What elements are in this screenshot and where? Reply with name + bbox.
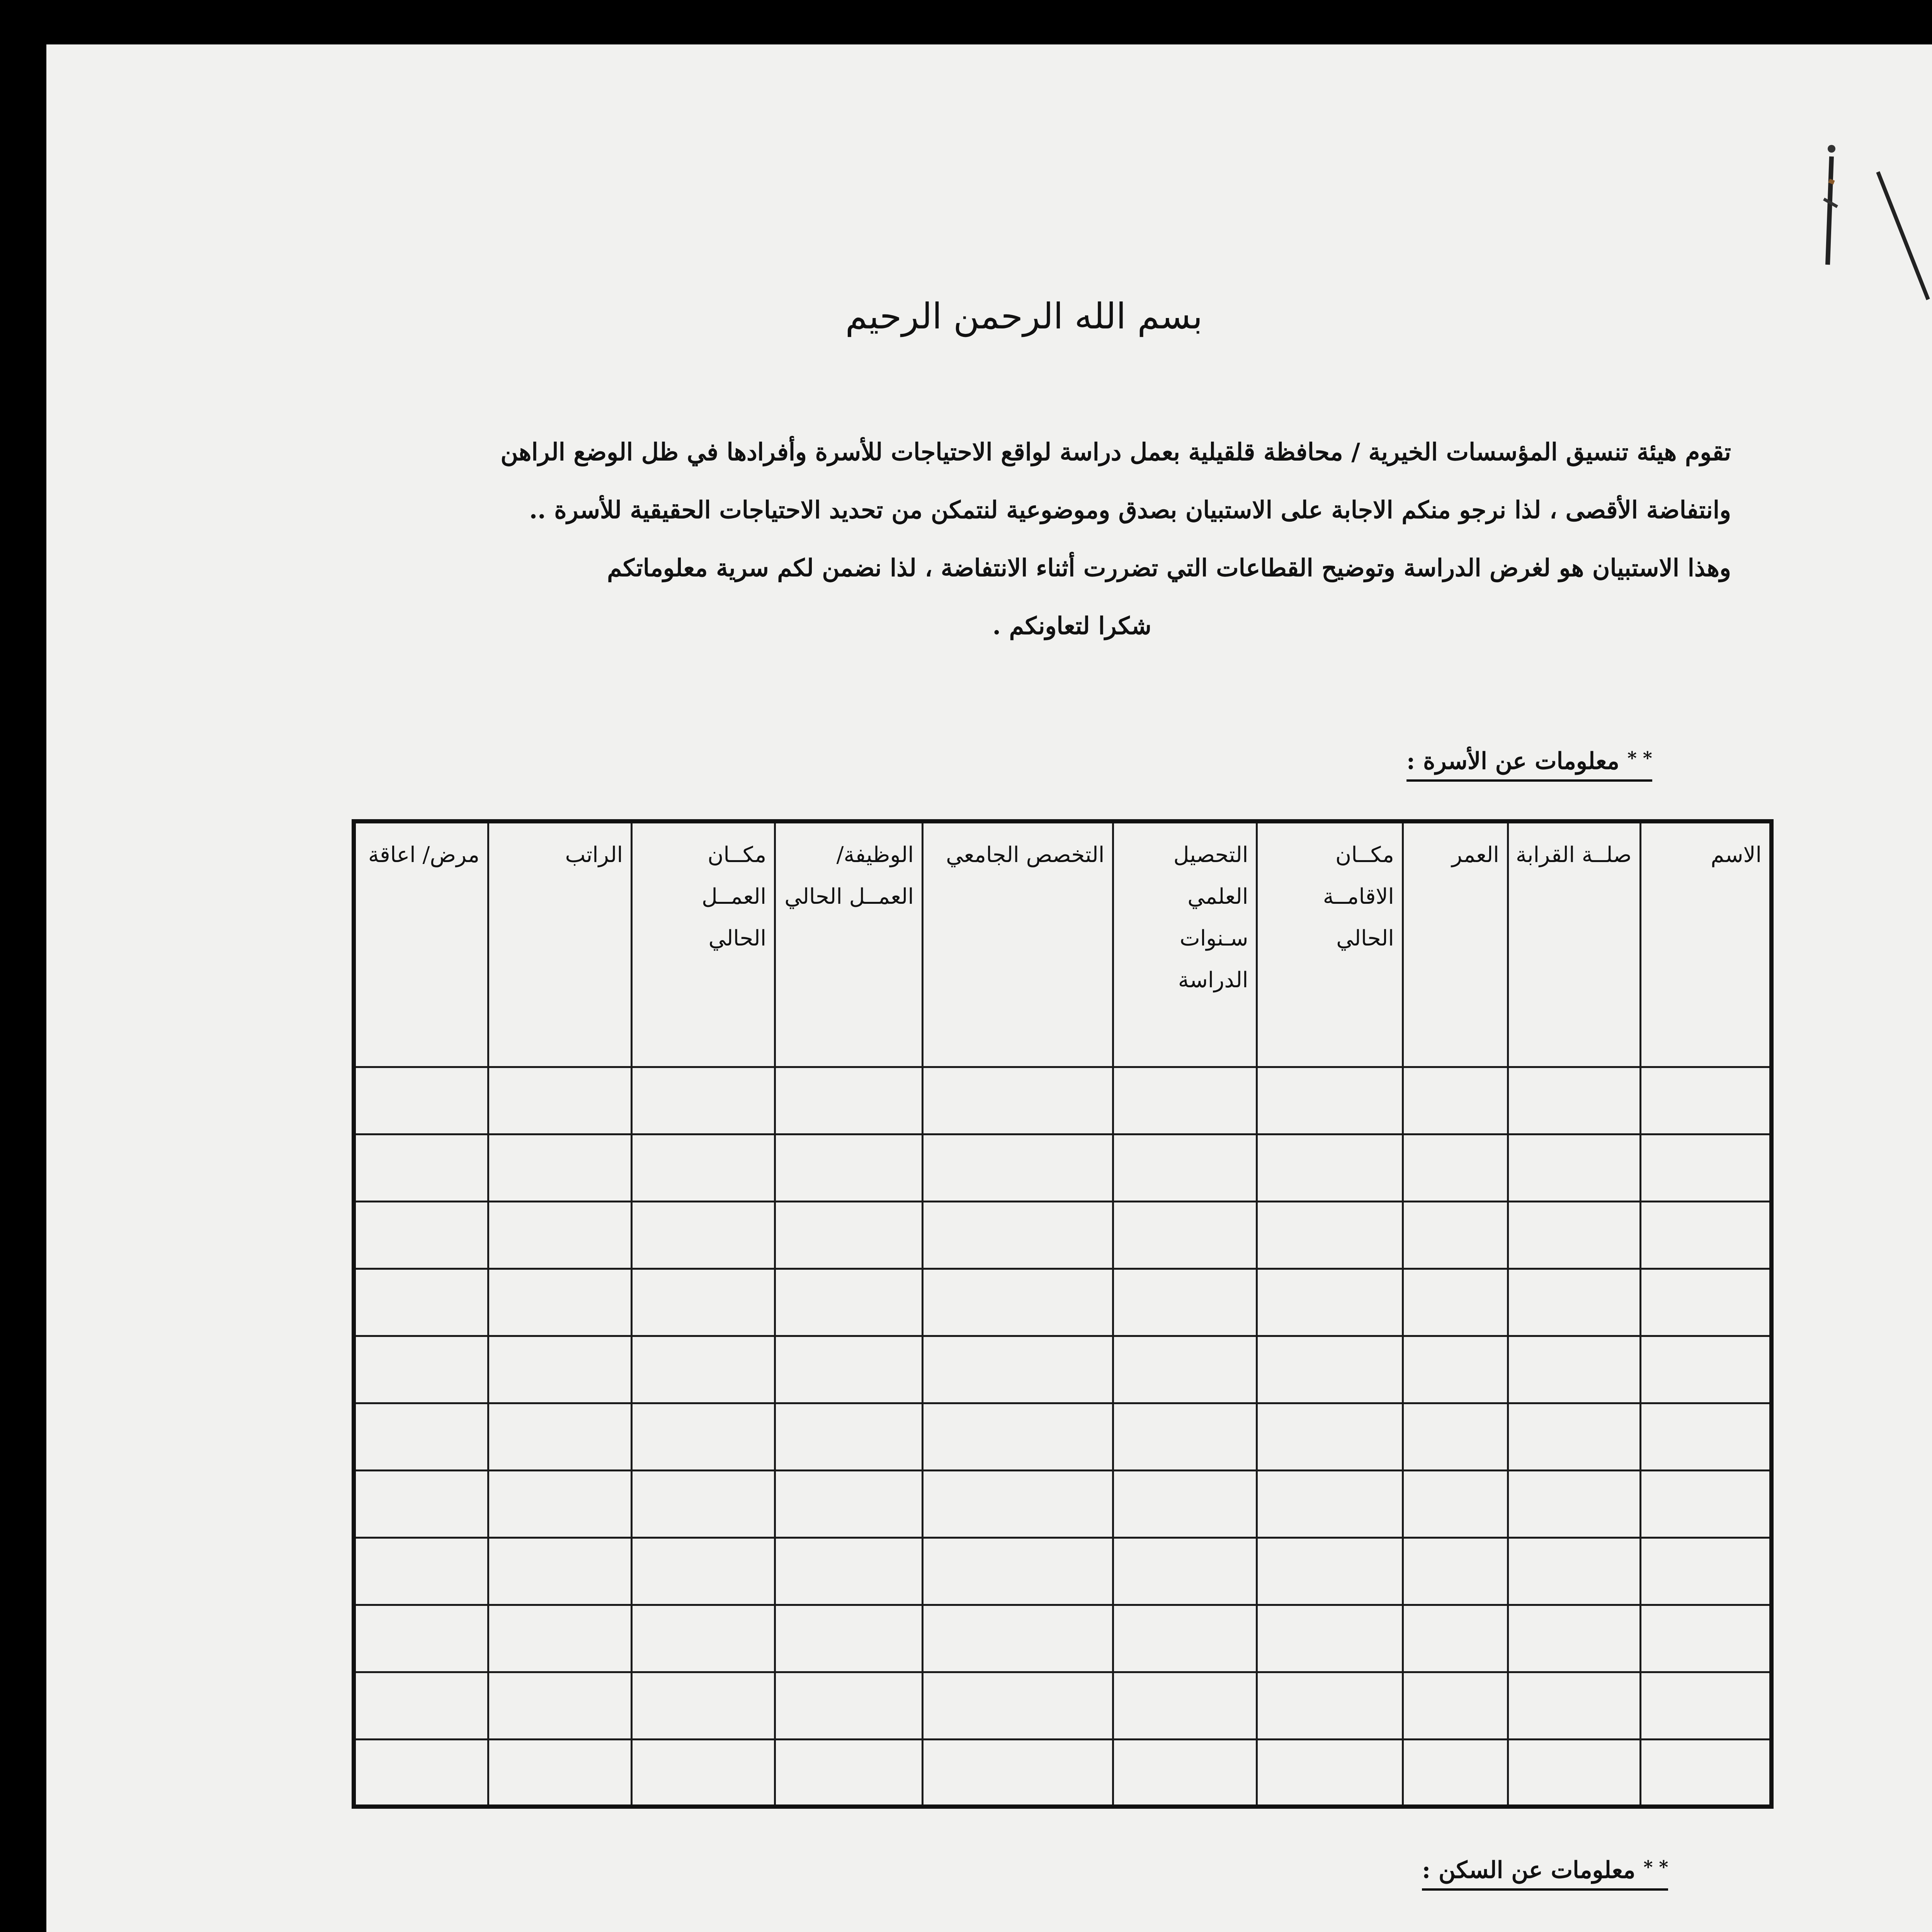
column-header-major: التخصص الجامعي: [922, 821, 1113, 1067]
table-cell[interactable]: [1640, 1672, 1771, 1740]
table-cell[interactable]: [922, 1269, 1113, 1336]
family-info-table: [352, 819, 1774, 1809]
table-cell[interactable]: [632, 1269, 775, 1336]
table-cell[interactable]: [354, 1605, 488, 1672]
table-row: [354, 1202, 1772, 1269]
table-cell[interactable]: [632, 1134, 775, 1202]
table-cell[interactable]: [632, 1740, 775, 1807]
table-cell[interactable]: [922, 1134, 1113, 1202]
table-cell[interactable]: [354, 1471, 488, 1538]
table-cell[interactable]: [1257, 1538, 1403, 1605]
table-cell[interactable]: [775, 1134, 923, 1202]
table-cell[interactable]: [488, 1202, 632, 1269]
table-cell[interactable]: [1257, 1740, 1403, 1807]
table-cell[interactable]: [1403, 1740, 1508, 1807]
table-cell[interactable]: [775, 1538, 923, 1605]
table-cell[interactable]: [1403, 1269, 1508, 1336]
table-row: [354, 1134, 1772, 1202]
family-table-body: [354, 1067, 1772, 1807]
intro-line: تقوم هيئة تنسيق المؤسسات الخيرية / محافظة قلقيلية بعمل دراسة لواقع الاحتياجات للأسرة وأفرادها في ظل الوضع الراهن: [500, 438, 1731, 466]
table-header-row: [354, 821, 1772, 1067]
table-cell[interactable]: [1257, 1336, 1403, 1403]
table-cell[interactable]: [775, 1672, 923, 1740]
table-cell[interactable]: [354, 1672, 488, 1740]
table-cell[interactable]: [1257, 1672, 1403, 1740]
housing-section-title: [1422, 1857, 1668, 1891]
column-header-residence: مكــان الاقامــة الحالي: [1257, 821, 1403, 1067]
table-cell[interactable]: [488, 1336, 632, 1403]
table-cell[interactable]: [1508, 1672, 1640, 1740]
table-cell[interactable]: [632, 1605, 775, 1672]
table-cell[interactable]: [922, 1740, 1113, 1807]
table-cell[interactable]: [922, 1605, 1113, 1672]
table-cell[interactable]: [1508, 1538, 1640, 1605]
table-cell[interactable]: [922, 1672, 1113, 1740]
table-cell[interactable]: [488, 1269, 632, 1336]
column-header-education: التحصيل العلمي سـنوات الدراسة: [1113, 821, 1257, 1067]
table-row: [354, 1403, 1772, 1471]
table-cell[interactable]: [488, 1538, 632, 1605]
table-cell[interactable]: [1403, 1605, 1508, 1672]
table-cell[interactable]: [1113, 1067, 1257, 1134]
table-cell[interactable]: [488, 1740, 632, 1807]
table-cell[interactable]: [1640, 1538, 1771, 1605]
table-cell[interactable]: [1403, 1538, 1508, 1605]
table-cell[interactable]: [1403, 1134, 1508, 1202]
table-cell[interactable]: [1508, 1202, 1640, 1269]
intro-line: وهذا الاستبيان هو لغرض الدراسة وتوضيح القطاعات التي تضررت أثناء الانتفاضة ، لذا نضمن لكم سرية معلوماتكم: [607, 554, 1731, 582]
table-cell[interactable]: [632, 1202, 775, 1269]
table-cell[interactable]: [1403, 1672, 1508, 1740]
table-cell[interactable]: [922, 1067, 1113, 1134]
table-cell[interactable]: [354, 1202, 488, 1269]
table-cell[interactable]: [632, 1672, 775, 1740]
table-cell[interactable]: [1113, 1336, 1257, 1403]
table-cell[interactable]: [922, 1202, 1113, 1269]
housing-section-label: معلومات عن السكن :: [1422, 1857, 1636, 1884]
table-cell[interactable]: [1113, 1605, 1257, 1672]
column-header-name: الاسم: [1640, 821, 1771, 1067]
table-cell[interactable]: [1508, 1403, 1640, 1471]
table-cell[interactable]: [354, 1538, 488, 1605]
table-cell[interactable]: [1257, 1605, 1403, 1672]
table-cell[interactable]: [632, 1538, 775, 1605]
table-cell[interactable]: [1640, 1269, 1771, 1336]
table-cell[interactable]: [488, 1403, 632, 1471]
table-cell[interactable]: [1508, 1336, 1640, 1403]
table-cell[interactable]: [1640, 1202, 1771, 1269]
table-cell[interactable]: [1508, 1471, 1640, 1538]
table-cell[interactable]: [1257, 1067, 1403, 1134]
table-cell[interactable]: [632, 1471, 775, 1538]
table-cell[interactable]: [775, 1202, 923, 1269]
table-cell[interactable]: [488, 1134, 632, 1202]
table-cell[interactable]: [1403, 1336, 1508, 1403]
table-cell[interactable]: [354, 1269, 488, 1336]
table-cell[interactable]: [632, 1336, 775, 1403]
table-cell[interactable]: [775, 1269, 923, 1336]
table-row: [354, 1471, 1772, 1538]
table-cell[interactable]: [775, 1067, 923, 1134]
table-cell[interactable]: [1113, 1672, 1257, 1740]
table-cell[interactable]: [1508, 1740, 1640, 1807]
table-cell[interactable]: [1403, 1403, 1508, 1471]
table-cell[interactable]: [354, 1067, 488, 1134]
handwritten-corner-mark: [1801, 126, 1932, 342]
table-row: [354, 1605, 1772, 1672]
column-header-age: العمر: [1403, 821, 1508, 1067]
table-row: [354, 1538, 1772, 1605]
table-cell[interactable]: [1640, 1403, 1771, 1471]
family-section-title: [1406, 748, 1652, 782]
table-cell[interactable]: [1508, 1269, 1640, 1336]
table-cell[interactable]: [632, 1403, 775, 1471]
family-section-label: معلومات عن الأسرة :: [1406, 748, 1619, 775]
table-cell[interactable]: [775, 1605, 923, 1672]
table-cell[interactable]: [1257, 1202, 1403, 1269]
table-cell[interactable]: [1113, 1269, 1257, 1336]
table-cell[interactable]: [354, 1134, 488, 1202]
table-cell[interactable]: [632, 1067, 775, 1134]
table-cell[interactable]: [1403, 1202, 1508, 1269]
column-header-workplace: مكــان العمــل الحالي: [632, 821, 775, 1067]
table-cell[interactable]: [488, 1605, 632, 1672]
table-cell[interactable]: [1403, 1471, 1508, 1538]
table-cell[interactable]: [1257, 1269, 1403, 1336]
table-cell[interactable]: [354, 1403, 488, 1471]
section-marker: * *: [1643, 1857, 1668, 1878]
table-row: [354, 1067, 1772, 1134]
table-cell[interactable]: [488, 1672, 632, 1740]
column-header-salary: الراتب: [488, 821, 632, 1067]
table-cell[interactable]: [1640, 1134, 1771, 1202]
table-cell[interactable]: [922, 1538, 1113, 1605]
table-cell[interactable]: [1640, 1605, 1771, 1672]
table-cell[interactable]: [775, 1740, 923, 1807]
table-cell[interactable]: [1508, 1605, 1640, 1672]
table-row: [354, 1740, 1772, 1807]
table-cell[interactable]: [1113, 1471, 1257, 1538]
section-marker: * *: [1627, 748, 1652, 769]
table-cell[interactable]: [1113, 1538, 1257, 1605]
table-cell[interactable]: [922, 1336, 1113, 1403]
intro-paragraph: [317, 423, 1731, 655]
table-cell[interactable]: [354, 1740, 488, 1807]
table-cell[interactable]: [1508, 1067, 1640, 1134]
table-row: [354, 1336, 1772, 1403]
column-header-relation: صلــة القرابة: [1508, 821, 1640, 1067]
table-cell[interactable]: [775, 1336, 923, 1403]
table-cell[interactable]: [1640, 1471, 1771, 1538]
table-cell[interactable]: [1640, 1067, 1771, 1134]
table-cell[interactable]: [488, 1471, 632, 1538]
table-cell[interactable]: [1257, 1134, 1403, 1202]
table-cell[interactable]: [1113, 1740, 1257, 1807]
table-cell[interactable]: [488, 1067, 632, 1134]
table-cell[interactable]: [922, 1403, 1113, 1471]
table-cell[interactable]: [922, 1471, 1113, 1538]
column-header-disability: مرض/ اعاقة: [354, 821, 488, 1067]
basmala-heading: بسم الله الرحمن الرحيم: [845, 296, 1203, 337]
intro-line: وانتفاضة الأقصى ، لذا نرجو منكم الاجابة على الاستبيان بصدق وموضوعية لنتمكن من تحديد الاحتياجات الحقيقية للأسرة ..: [529, 496, 1731, 524]
table-cell[interactable]: [354, 1336, 488, 1403]
table-cell[interactable]: [775, 1403, 923, 1471]
thanks-line: شكرا لتعاونكم .: [992, 612, 1151, 640]
scanned-page: [46, 44, 1932, 1932]
table-cell[interactable]: [1508, 1134, 1640, 1202]
table-cell[interactable]: [1113, 1134, 1257, 1202]
table-cell[interactable]: [1640, 1740, 1771, 1807]
table-cell[interactable]: [775, 1471, 923, 1538]
table-cell[interactable]: [1257, 1471, 1403, 1538]
table-row: [354, 1269, 1772, 1336]
table-row: [354, 1672, 1772, 1740]
column-header-job: الوظيفة/ العمــل الحالي: [775, 821, 923, 1067]
table-cell[interactable]: [1113, 1403, 1257, 1471]
table-cell[interactable]: [1403, 1067, 1508, 1134]
table-cell[interactable]: [1257, 1403, 1403, 1471]
table-cell[interactable]: [1113, 1202, 1257, 1269]
table-cell[interactable]: [1640, 1336, 1771, 1403]
